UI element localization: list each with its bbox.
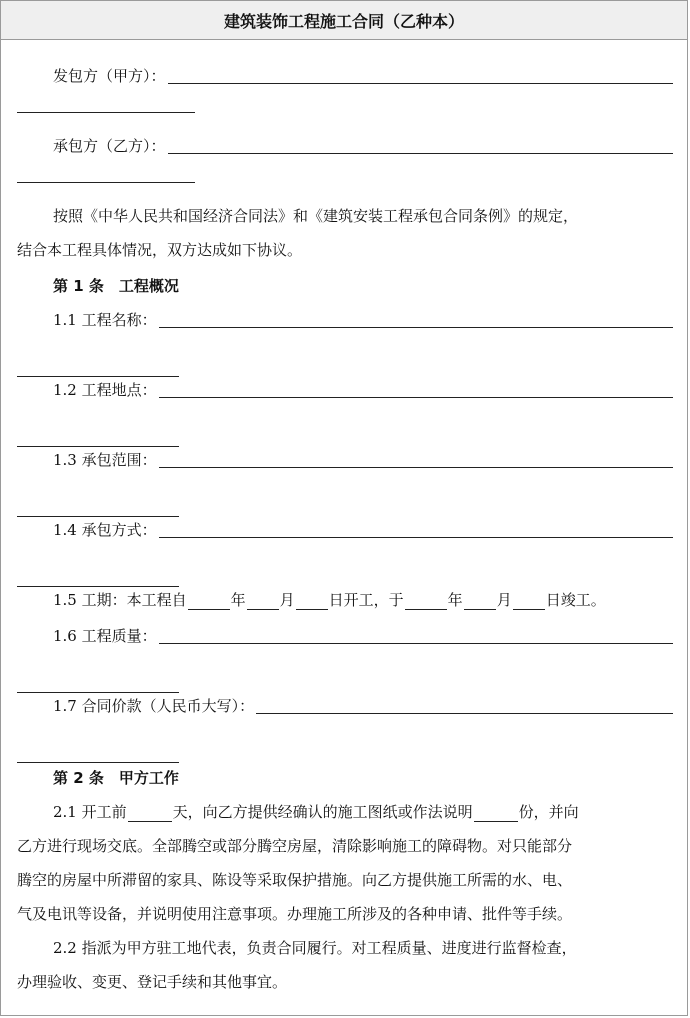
contract-scope-field[interactable] <box>159 449 673 468</box>
intro-line-2 <box>17 236 673 260</box>
item-2-1-text-1: 2.1 开工前 <box>53 803 127 821</box>
intro-line-1 <box>17 202 673 226</box>
project-name-field[interactable] <box>159 309 673 328</box>
item-2-1-text-2: 天，向乙方提供经确认的施工图纸或作法说明 <box>172 803 473 821</box>
item-2-1-line-1 <box>17 798 673 822</box>
item-2-1-line-4 <box>17 900 673 924</box>
party-a-field-cont[interactable] <box>17 112 195 113</box>
party-b-field[interactable] <box>168 135 673 154</box>
item-2-1-text-line3: 腾空的房屋中所滞留的家具、陈设等采取保护措施。向乙方提供施工所需的水、电、 <box>17 871 573 889</box>
item-1-7-line <box>17 692 673 716</box>
start-day-field[interactable] <box>296 591 328 610</box>
intro-text-2: 结合本工程具体情况，双方达成如下协议。 <box>17 241 303 259</box>
item-1-1-label: 1.1 工程名称： <box>53 311 157 329</box>
item-1-5-line <box>17 586 673 610</box>
contract-price-field[interactable] <box>256 695 673 714</box>
item-2-2-line-2 <box>17 968 673 992</box>
item-1-2-label: 1.2 工程地点： <box>53 381 157 399</box>
intro-text-1: 按照《中华人民共和国经济合同法》和《建筑安装工程承包合同条例》的规定， <box>53 207 579 225</box>
item-1-5-text-5: 年 <box>447 591 463 609</box>
item-1-5-text-4: 日开工，于 <box>328 591 404 609</box>
item-2-1-text-line4: 气及电讯等设备，并说明使用注意事项。办理施工所涉及的各种申请、批件等手续。 <box>17 905 573 923</box>
item-2-1-line-3 <box>17 866 673 890</box>
item-1-6-line <box>17 622 673 646</box>
contract-price-field-cont[interactable] <box>17 762 179 763</box>
item-1-5-text-3: 月 <box>279 591 295 609</box>
party-a-field[interactable] <box>168 65 673 84</box>
item-1-4-label: 1.4 承包方式： <box>53 521 157 539</box>
party-a-label: 发包方（甲方）： <box>53 67 166 85</box>
item-1-2-line <box>17 376 673 400</box>
article-2-heading <box>17 764 673 788</box>
days-before-start-field[interactable] <box>128 803 172 822</box>
item-1-6-label: 1.6 工程质量： <box>53 627 157 645</box>
item-1-7-label: 1.7 合同价款（人民币大写）： <box>53 697 255 715</box>
item-2-2-line-1 <box>17 934 673 958</box>
project-quality-field[interactable] <box>159 625 673 644</box>
item-2-1-line-2 <box>17 832 673 856</box>
item-1-5-text-1: 1.5 工期：本工程自 <box>53 591 187 609</box>
start-year-field[interactable] <box>188 591 230 610</box>
item-1-5-text-2: 年 <box>230 591 246 609</box>
article-1-heading-text: 第 1 条 工程概况 <box>53 277 179 295</box>
item-1-4-line <box>17 516 673 540</box>
contract-method-field[interactable] <box>159 519 673 538</box>
end-year-field[interactable] <box>405 591 447 610</box>
item-2-1-text-3: 份，并向 <box>518 803 579 821</box>
item-1-1-line <box>17 306 673 330</box>
document-title: 建筑装饰工程施工合同（乙种本） <box>1 1 687 40</box>
item-1-5-text-6: 月 <box>496 591 512 609</box>
item-1-5-text-7: 日竣工。 <box>545 591 606 609</box>
item-2-1-text-line2: 乙方进行现场交底。全部腾空或部分腾空房屋，清除影响施工的障碍物。对只能部分 <box>17 837 573 855</box>
item-2-2-text-line1: 2.2 指派为甲方驻工地代表，负责合同履行。对工程质量、进度进行监督检查， <box>53 939 577 957</box>
article-1-heading <box>17 272 673 296</box>
party-b-field-cont[interactable] <box>17 182 195 183</box>
party-b-line <box>17 132 673 156</box>
item-2-2-text-line2: 办理验收、变更、登记手续和其他事宜。 <box>17 973 288 991</box>
drawing-copies-field[interactable] <box>474 803 518 822</box>
article-2-heading-text: 第 2 条 甲方工作 <box>53 769 179 787</box>
start-month-field[interactable] <box>247 591 279 610</box>
party-b-label: 承包方（乙方）： <box>53 137 166 155</box>
item-1-3-label: 1.3 承包范围： <box>53 451 157 469</box>
party-a-line <box>17 62 673 86</box>
end-day-field[interactable] <box>513 591 545 610</box>
project-location-field[interactable] <box>159 379 673 398</box>
item-1-3-line <box>17 446 673 470</box>
end-month-field[interactable] <box>464 591 496 610</box>
